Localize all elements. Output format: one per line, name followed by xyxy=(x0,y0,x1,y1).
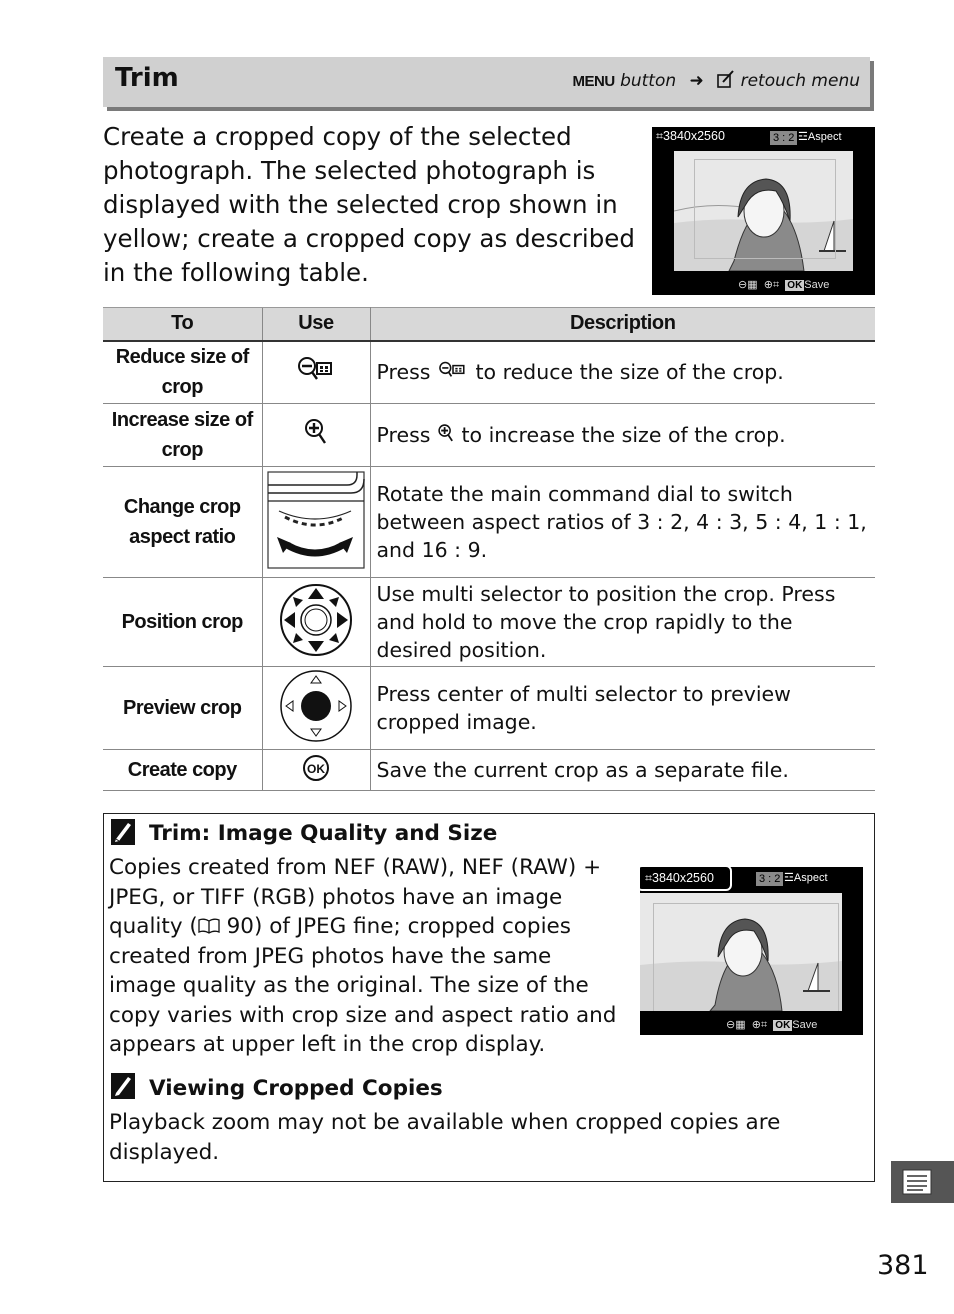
arrow-icon: ➜ xyxy=(689,71,704,91)
section-header xyxy=(103,57,870,107)
multi-selector-center-icon xyxy=(278,668,354,744)
row-description: Use multi selector to position the crop. Press and hold to move the crop rapidly to the desired position. xyxy=(370,578,875,667)
note2-text: Playback zoom may not be available when cropped copies are displayed. xyxy=(109,1110,781,1165)
row-description: Press to reduce the size of the crop. xyxy=(370,341,875,404)
zoom-in-button-icon xyxy=(303,417,329,449)
note1-title: Trim: Image Quality and Size xyxy=(149,821,498,846)
menu-button-label: MENU xyxy=(572,73,615,90)
crop-display-screen-2 xyxy=(640,867,863,1035)
crop-icon: ⌗ xyxy=(656,129,664,143)
zoom-out-inline-icon xyxy=(437,361,469,381)
crop-frame-2 xyxy=(653,903,839,1011)
page-title: Trim xyxy=(115,63,179,93)
crop-controls-table xyxy=(103,307,875,791)
crop-display-screen xyxy=(652,127,875,295)
command-dial-icon xyxy=(267,471,365,569)
zoom-in-icon-2: ⊕⌗ xyxy=(751,1019,768,1031)
table-row xyxy=(103,667,875,750)
photo-preview-2 xyxy=(640,893,842,1011)
aspect-label: ☲Aspect xyxy=(798,131,842,143)
row-action: Create copy xyxy=(103,750,262,791)
lcd-bottom-bar xyxy=(738,278,829,292)
row-description: Save the current crop as a separate file. xyxy=(370,750,875,791)
lcd-bottom-bar-2 xyxy=(726,1018,817,1032)
column-header-description: Description xyxy=(370,308,875,341)
table-row xyxy=(103,467,875,578)
ok-icon: OK xyxy=(787,280,803,291)
dial-icon: ☲ xyxy=(798,131,808,143)
intro-paragraph: Create a cropped copy of the selected photograph. The selected photograph is displayed with the selected crop shown in yellow; create a cropped copy as described in the following table. xyxy=(103,122,635,287)
table-row xyxy=(103,578,875,667)
row-action: Reduce size of crop xyxy=(103,341,262,404)
dial-icon-2: ☲ xyxy=(784,872,794,884)
row-action: Increase size of crop xyxy=(103,404,262,467)
zoom-in-icon: ⊕⌗ xyxy=(763,279,780,291)
row-description: Press center of multi selector to preview cropped image. xyxy=(370,667,875,750)
notes-box xyxy=(103,813,875,1182)
photo-preview xyxy=(674,151,853,271)
note1-text: Copies created from NEF (RAW), NEF (RAW) + JPEG, or TIFF (RGB) photos have an image quality ( 90) of JPEG fine; cropped copies created from JPEG photos have the same image quality as the original. The size of the copy varies with crop size and aspect ratio and appears at upper left in the crop display. xyxy=(109,855,617,1057)
pencil-note-icon-2 xyxy=(111,1073,135,1099)
button-text: button xyxy=(620,71,677,91)
retouch-menu-tab-icon xyxy=(891,1161,954,1203)
crop-icon-2: ⌗ xyxy=(645,871,653,885)
save-label-2: Save xyxy=(792,1019,818,1031)
zoom-in-inline-icon xyxy=(437,423,455,445)
column-header-use: Use xyxy=(262,308,370,341)
aspect-label-2: ☲Aspect xyxy=(784,872,828,884)
svg-text:OK: OK xyxy=(307,762,325,776)
save-label: Save xyxy=(804,279,830,291)
row-action: Position crop xyxy=(103,578,262,667)
page-number: 381 xyxy=(877,1250,929,1281)
zoom-out-icon: ⊖▦ xyxy=(738,279,758,291)
zoom-out-icon-2: ⊖▦ xyxy=(726,1019,746,1031)
crop-frame xyxy=(694,159,836,259)
row-description: Rotate the main command dial to switch between aspect ratios of 3 : 2, 4 : 3, 5 : 4, 1 : 1, and 16 : 9. xyxy=(370,467,875,578)
table-row xyxy=(103,404,875,467)
aspect-ratio-value: 3 : 2 xyxy=(770,131,797,145)
book-icon xyxy=(198,918,220,934)
row-action: Change crop aspect ratio xyxy=(103,467,262,578)
retouch-menu-text: retouch menu xyxy=(740,71,860,91)
menu-path xyxy=(572,70,860,91)
aspect-ratio-value-2: 3 : 2 xyxy=(756,872,783,886)
multi-selector-icon xyxy=(278,582,354,658)
retouch-menu-icon xyxy=(717,70,735,88)
zoom-out-button-icon xyxy=(296,355,336,385)
table-row xyxy=(103,341,875,404)
crop-size-readout-2: ⌗3840x2560 xyxy=(645,871,714,885)
ok-button-icon xyxy=(302,754,330,782)
pencil-note-icon xyxy=(111,819,135,845)
crop-size-readout: ⌗3840x2560 xyxy=(656,129,725,143)
row-action: Preview crop xyxy=(103,667,262,750)
retouch-section-tab[interactable] xyxy=(891,1161,954,1203)
ok-icon-2: OK xyxy=(775,1020,791,1031)
note2-title: Viewing Cropped Copies xyxy=(149,1076,443,1101)
column-header-to: To xyxy=(103,308,262,341)
row-description: Press to increase the size of the crop. xyxy=(370,404,875,467)
table-row xyxy=(103,750,875,791)
